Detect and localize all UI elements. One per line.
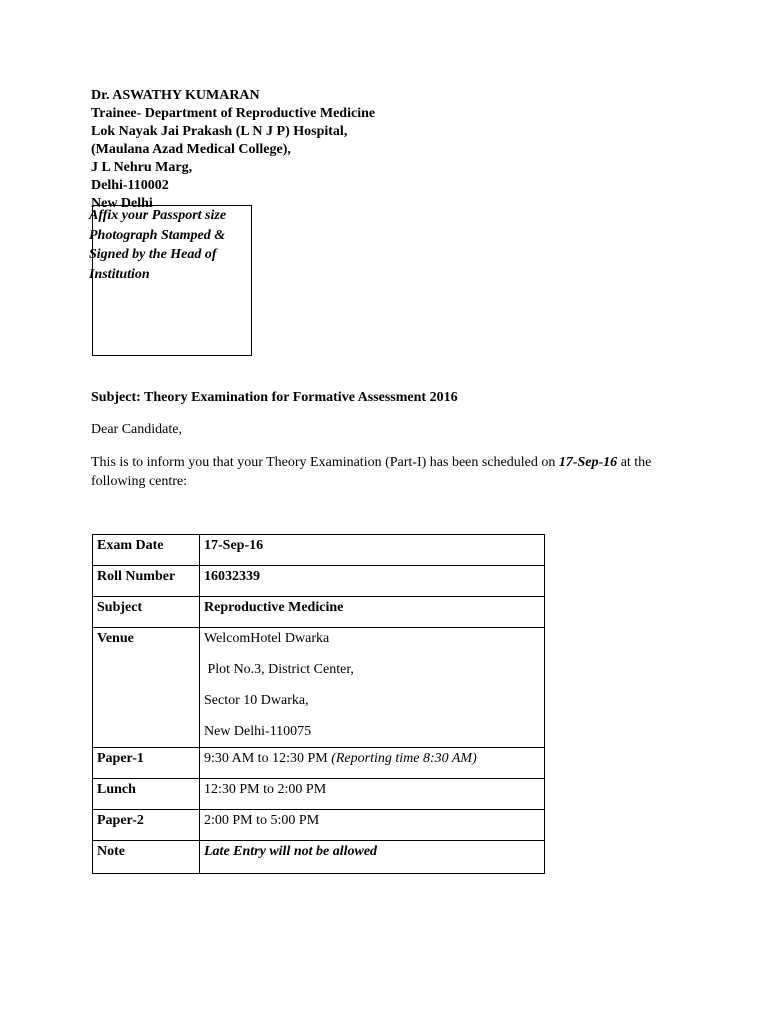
address-line-street: J L Nehru Marg, bbox=[91, 160, 193, 175]
table-row bbox=[93, 597, 545, 628]
venue-line: Plot No.3, District Center, bbox=[204, 662, 354, 677]
intro-paragraph bbox=[91, 453, 671, 491]
note-label: Note bbox=[93, 841, 200, 874]
venue-label: Venue bbox=[93, 628, 200, 748]
table-row bbox=[93, 779, 545, 810]
table-row bbox=[93, 535, 545, 566]
exam-date-value: 17-Sep-16 bbox=[200, 535, 545, 566]
table-row bbox=[93, 748, 545, 779]
paper1-value bbox=[200, 748, 545, 779]
candidate-address bbox=[91, 87, 375, 213]
subject-value: Reproductive Medicine bbox=[200, 597, 545, 628]
intro-exam-date: 17-Sep-16 bbox=[558, 455, 618, 470]
paper1-time: 9:30 AM to 12:30 PM bbox=[204, 751, 332, 766]
address-line-pincode: Delhi-110002 bbox=[91, 178, 169, 193]
table-row bbox=[93, 566, 545, 597]
table-row bbox=[93, 810, 545, 841]
table-row bbox=[93, 841, 545, 874]
subject-label: Subject bbox=[93, 597, 200, 628]
paper1-reporting-note: (Reporting time 8:30 AM) bbox=[331, 751, 477, 766]
table-row bbox=[93, 628, 545, 748]
photo-instruction-line: Affix your Passport size bbox=[89, 208, 227, 223]
photo-instruction-line: Institution bbox=[89, 266, 150, 282]
photo-instructions bbox=[89, 206, 259, 284]
address-line-college: (Maulana Azad Medical College), bbox=[91, 142, 291, 157]
candidate-name: Dr. ASWATHY KUMARAN bbox=[91, 88, 260, 103]
address-line-city: New Delhi bbox=[91, 196, 153, 211]
exam-date-label: Exam Date bbox=[93, 535, 200, 566]
intro-text: This is to inform you that your Theory Examination (Part-I) has been scheduled on bbox=[91, 455, 559, 470]
venue-line: New Delhi-110075 bbox=[204, 724, 312, 739]
roll-number-label: Roll Number bbox=[93, 566, 200, 597]
address-line-department: Trainee- Department of Reproductive Medicine bbox=[91, 106, 376, 121]
note-value: Late Entry will not be allowed bbox=[200, 841, 545, 874]
salutation: Dear Candidate, bbox=[91, 422, 182, 437]
address-line-hospital: Lok Nayak Jai Prakash (L N J P) Hospital, bbox=[91, 124, 348, 139]
venue-line: WelcomHotel Dwarka bbox=[204, 631, 330, 646]
venue-value bbox=[200, 628, 545, 748]
roll-number-value: 16032339 bbox=[200, 566, 545, 597]
lunch-label: Lunch bbox=[93, 779, 200, 810]
paper2-value: 2:00 PM to 5:00 PM bbox=[200, 810, 545, 841]
paper1-label: Paper-1 bbox=[93, 748, 200, 779]
letter-subject: Subject: Theory Examination for Formative Assessment 2016 bbox=[91, 390, 458, 405]
photo-instruction-line: Signed by the Head of bbox=[89, 247, 217, 262]
venue-line: Sector 10 Dwarka, bbox=[204, 693, 309, 708]
lunch-value: 12:30 PM to 2:00 PM bbox=[200, 779, 545, 810]
paper2-label: Paper-2 bbox=[93, 810, 200, 841]
intro-text-end: at the following centre: bbox=[91, 455, 652, 489]
exam-details-table bbox=[92, 534, 545, 874]
photo-instruction-line: Photograph Stamped & bbox=[89, 227, 226, 243]
